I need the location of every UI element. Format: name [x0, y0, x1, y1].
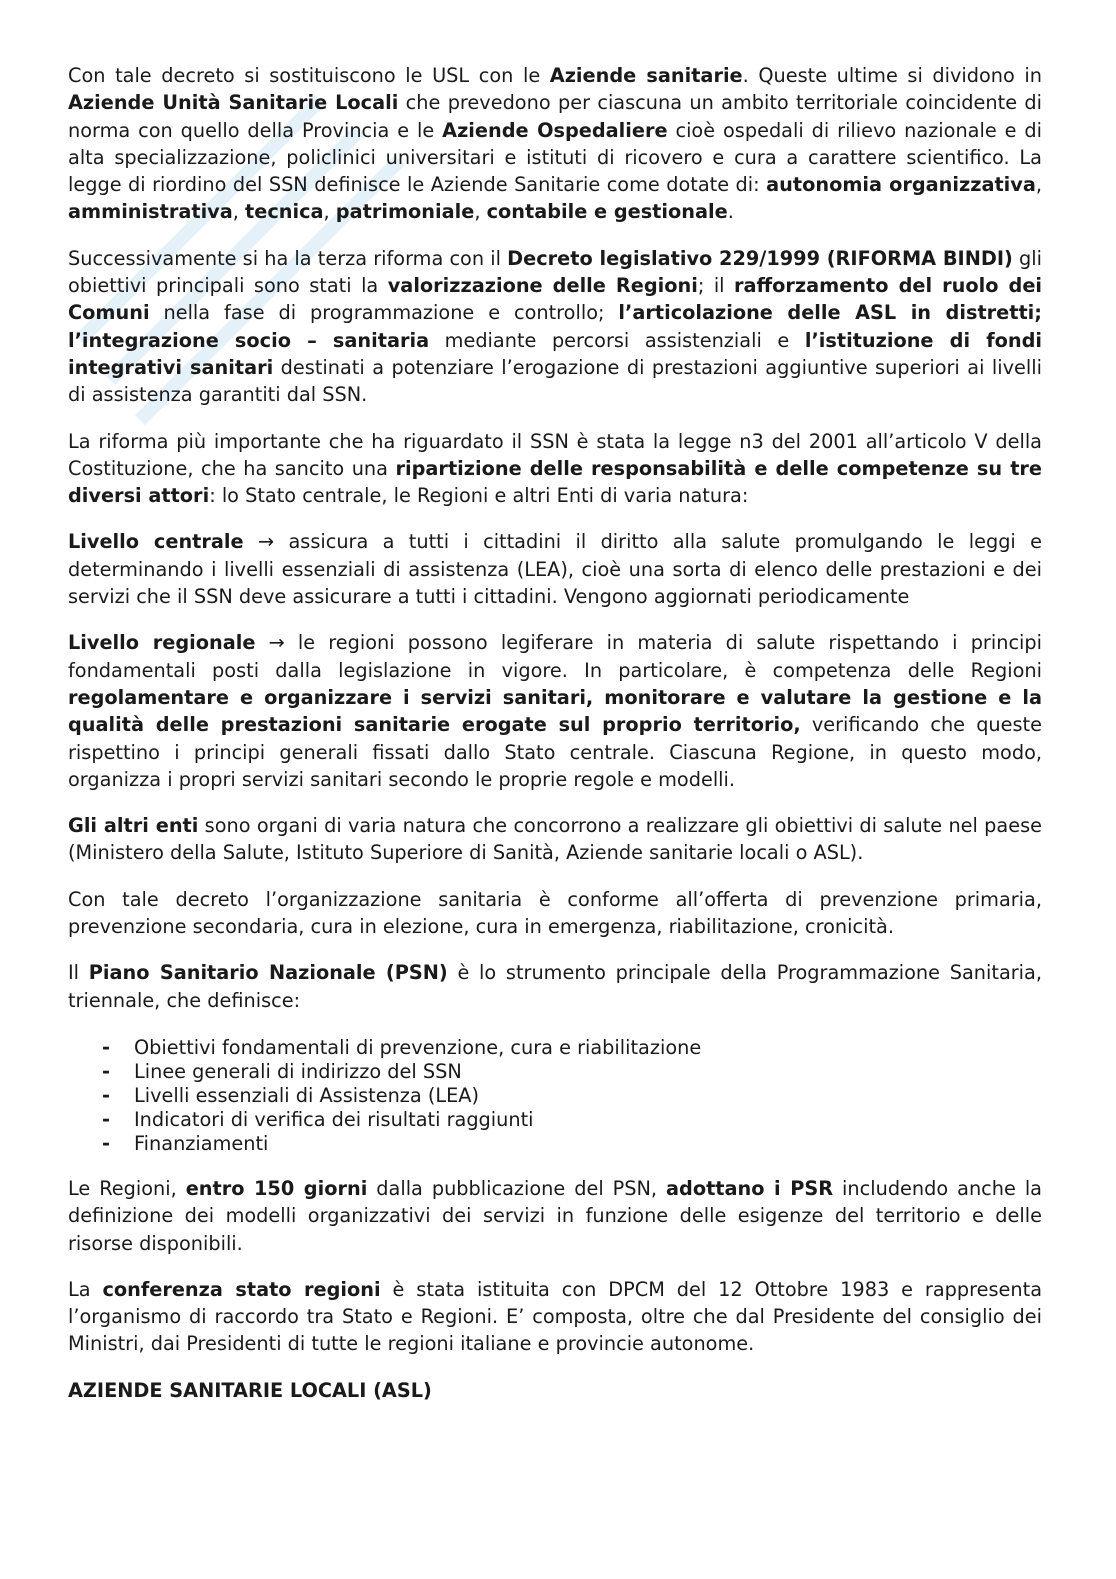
paragraph-livello-centrale: Livello centrale → assicura a tutti i cittadini il diritto alla salute promulgando le leggi e determinando i livelli essenziali di assistenza (LEA), cioè una sorta di elenco delle prestazioni e dei servizi che il SSN deve assicurare a tutti i cittadini. Vengono aggiornati periodicamente	[68, 530, 1042, 609]
list-item: - Indicatori di verifica dei risultati raggiunti	[68, 1108, 1042, 1132]
arrow-right-icon: →	[255, 631, 298, 655]
list-item: - Linee generali di indirizzo del SSN	[68, 1060, 1042, 1084]
psn-list	[68, 1036, 1042, 1156]
paragraph-aziende-sanitarie: Con tale decreto si sostituiscono le USL con le Aziende sanitarie. Queste ultime si dividono in Aziende Unità Sanitarie Locali che prevedono per ciascuna un ambito territoriale coincidente di norma con quello della Provincia e le Aziende Ospedaliere cioè ospedali di rilievo nazionale e di alta specializzazione, policlinici universitari e istituti di ricovero e cura a carattere scientifico. La legge di riordino del SSN definisce le Aziende Sanitarie come dotate di: autonomia organizzativa, amministrativa, tecnica, patrimoniale, contabile e gestionale.	[68, 64, 1043, 224]
paragraph-organizzazione: Con tale decreto l’organizzazione sanitaria è conforme all’offerta di prevenzione primaria, prevenzione secondaria, cura in elezione, cura in emergenza, riabilitazione, cronicità.	[68, 887, 1042, 939]
section-heading: AZIENDE SANITARIE LOCALI (ASL)	[68, 1378, 432, 1402]
list-item: - Finanziamenti	[68, 1132, 1042, 1156]
paragraph-conferenza: La conferenza stato regioni è stata istituita con DPCM del 12 Ottobre 1983 e rappresenta l’organismo di raccordo tra Stato e Regioni. E’ composta, oltre che dal Presidente del consiglio dei Ministri, dai Presidenti di tutte le regioni italiane e provincie autonome.	[68, 1277, 1043, 1356]
list-item: - Livelli essenziali di Assistenza (LEA)	[68, 1084, 1042, 1108]
document-page	[68, 62, 1042, 1404]
paragraph-livello-regionale: Livello regionale → le regioni possono legiferare in materia di salute rispettando i principi fondamentali posti dalla legislazione in vigore. In particolare, è competenza delle Regioni regolamentare e organizzare i servizi sanitari, monitorare e valutare la gestione e la qualità delle prestazioni sanitarie erogate sul proprio territorio, verificando che queste rispettino i principi generali fissati dallo Stato centrale. Ciascuna Regione, in questo modo, organizza i propri servizi sanitari secondo le proprie regole e modelli.	[68, 631, 1042, 791]
paragraph-riforma-2001: La riforma più importante che ha riguardato il SSN è stata la legge n3 del 2001 all’articolo V della Costituzione, che ha sancito una ripartizione delle responsabilità e delle competenze su tre diversi attori: lo Stato centrale, le Regioni e altri Enti di varia natura:	[68, 429, 1042, 508]
paragraph-regioni-psr: Le Regioni, entro 150 giorni dalla pubblicazione del PSN, adottano i PSR includendo anche la definizione dei modelli organizzativi dei servizi in funzione delle esigenze del territorio e delle risorse disponibili.	[68, 1176, 1042, 1255]
list-item: - Obiettivi fondamentali di prevenzione, cura e riabilitazione	[68, 1036, 1042, 1060]
paragraph-psn: Il Piano Sanitario Nazionale (PSN) è lo strumento principale della Programmazione Sanitaria, triennale, che definisce:	[68, 961, 1042, 1012]
arrow-right-icon: →	[243, 530, 289, 554]
paragraph-altri-enti: Gli altri enti sono organi di varia natura che concorrono a realizzare gli obiettivi di salute nel paese (Ministero della Salute, Istituto Superiore di Sanità, Aziende sanitarie locali o ASL).	[68, 814, 1043, 865]
paragraph-riforma-bindi: Successivamente si ha la terza riforma con il Decreto legislativo 229/1999 (RIFORMA BINDI) gli obiettivi principali sono stati la valorizzazione delle Regioni; il rafforzamento del ruolo dei Comuni nella fase di programmazione e controllo; l’articolazione delle ASL in distretti; l’integrazione socio – sanitaria mediante percorsi assistenziali e l’istituzione di fondi integrativi sanitari destinati a potenziare l’erogazione di prestazioni aggiuntive superiori ai livelli di assistenza garantiti dal SSN.	[68, 246, 1043, 407]
